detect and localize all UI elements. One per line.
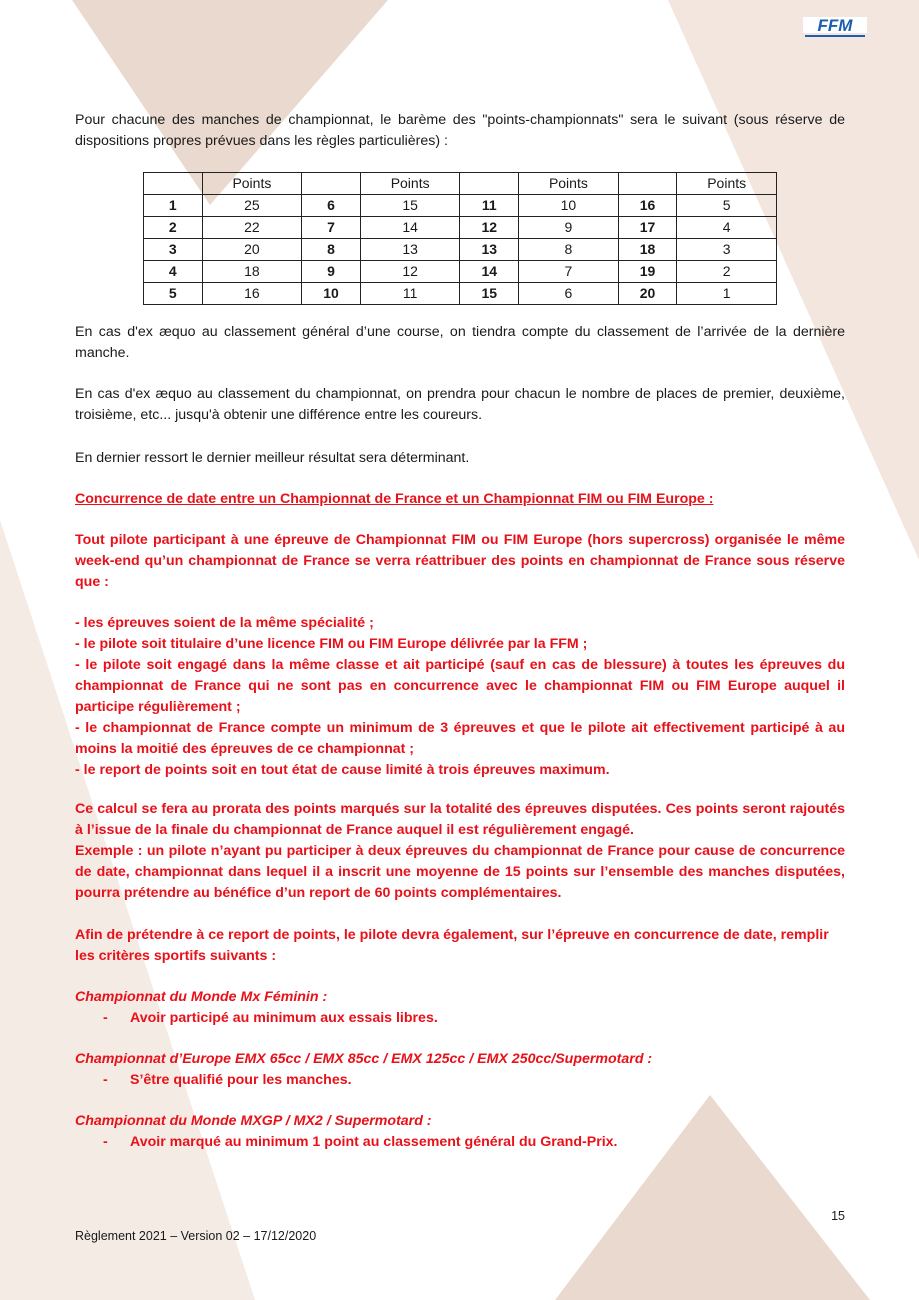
points-cell: 1 xyxy=(677,283,777,305)
table-row xyxy=(144,261,777,283)
rank-cell: 6 xyxy=(302,195,361,217)
concurrence-heading: Concurrence de date entre un Championnat de France et un Championnat FIM ou FIM Europe : xyxy=(75,491,714,507)
concurrence-paragraph-4: Afin de prétendre à ce report de points, le pilote devra également, sur l’épreuve en concurrence de date, remplir les critères sportifs suivants : xyxy=(75,927,829,964)
conditions-list xyxy=(75,613,845,781)
exaequo-course-paragraph: En cas d'ex æquo au classement général d’une course, on tiendra compte du classement de l’arrivée de la dernière manche. xyxy=(75,324,845,361)
condition-item: - le report de points soit en tout état de cause limité à trois épreuves maximum. xyxy=(75,762,610,778)
logo-text: FFM xyxy=(817,16,853,35)
points-cell: 5 xyxy=(677,195,777,217)
rank-cell: 5 xyxy=(144,283,203,305)
points-cell: 16 xyxy=(202,283,302,305)
rank-cell: 11 xyxy=(460,195,519,217)
points-cell: 9 xyxy=(519,217,619,239)
condition-item: - les épreuves soient de la même spécialité ; xyxy=(75,615,374,631)
rank-cell: 16 xyxy=(618,195,677,217)
points-cell: 6 xyxy=(519,283,619,305)
page-number: 15 xyxy=(831,1209,845,1223)
criteria-item xyxy=(75,1132,845,1153)
rank-cell: 18 xyxy=(618,239,677,261)
criteria-text: Avoir marqué au minimum 1 point au classement général du Grand-Prix. xyxy=(130,1134,618,1150)
bullet-dash: - xyxy=(103,1010,108,1026)
rank-cell: 4 xyxy=(144,261,203,283)
criteria-title: Championnat du Monde Mx Féminin : xyxy=(75,989,328,1005)
concurrence-example: Exemple : un pilote n’ayant pu participer à deux épreuves du championnat de France pour cause de concurrence de date, championnat dans lequel il a inscrit une moyenne de 15 points sur l’ensemble des manches disputées, pourra prétendre au bénéfice d’un report de 60 points complémentaires. xyxy=(75,843,845,901)
rank-cell: 9 xyxy=(302,261,361,283)
exaequo-championnat-paragraph: En cas d'ex æquo au classement du championnat, on prendra pour chacun le nombre de places de premier, deuxième, troisième, etc... jusqu'à obtenir une différence entre les coureurs. xyxy=(75,386,845,423)
points-cell: 18 xyxy=(202,261,302,283)
table-header-cell: Points xyxy=(202,173,302,195)
points-table xyxy=(143,172,777,305)
criteria-item xyxy=(75,1070,845,1091)
criteria-item xyxy=(75,1008,845,1029)
table-header-cell xyxy=(144,173,203,195)
table-row xyxy=(144,239,777,261)
footer-text: Règlement 2021 – Version 02 – 17/12/2020 xyxy=(75,1229,317,1243)
intro-paragraph: Pour chacune des manches de championnat, le barème des "points-championnats" sera le suivant (sous réserve de dispositions propres prévues dans les règles particulières) : xyxy=(75,112,845,149)
criteria-text: S’être qualifié pour les manches. xyxy=(130,1072,352,1088)
table-header-row xyxy=(144,173,777,195)
condition-item: - le championnat de France compte un minimum de 3 épreuves et que le pilote ait effectivement participé à au moins la moitié des épreuves de ce championnat ; xyxy=(75,720,845,757)
points-cell: 14 xyxy=(360,217,460,239)
points-cell: 13 xyxy=(360,239,460,261)
concurrence-paragraph-1: Tout pilote participant à une épreuve de Championnat FIM ou FIM Europe (hors supercross) organisée le même week-end qu’un championnat de France se verra réattribuer des points en championnat de France sous réserve que : xyxy=(75,532,845,590)
table-row xyxy=(144,195,777,217)
rank-cell: 1 xyxy=(144,195,203,217)
rank-cell: 20 xyxy=(618,283,677,305)
table-header-cell: Points xyxy=(360,173,460,195)
points-cell: 11 xyxy=(360,283,460,305)
condition-item: - le pilote soit titulaire d’une licence FIM ou FIM Europe délivrée par la FFM ; xyxy=(75,636,588,652)
rank-cell: 2 xyxy=(144,217,203,239)
points-cell: 10 xyxy=(519,195,619,217)
criteria-title: Championnat d’Europe EMX 65cc / EMX 85cc / EMX 125cc / EMX 250cc/Supermotard : xyxy=(75,1051,653,1067)
concurrence-paragraph-2: Ce calcul se fera au prorata des points marqués sur la totalité des épreuves disputées. Ces points seront rajoutés à l’issue de la finale du championnat de France auquel il est régulièrement engagé. xyxy=(75,801,845,838)
criteria-block-1 xyxy=(75,987,845,1029)
points-cell: 22 xyxy=(202,217,302,239)
rank-cell: 15 xyxy=(460,283,519,305)
table-header-cell: Points xyxy=(677,173,777,195)
condition-item: - le pilote soit engagé dans la même classe et ait participé (sauf en cas de blessure) à toutes les épreuves du championnat de France qui ne sont pas en concurrence avec le championnat FIM ou FIM Europe auquel il participe régulièrement ; xyxy=(75,657,845,715)
bullet-dash: - xyxy=(103,1072,108,1088)
dernier-ressort-paragraph: En dernier ressort le dernier meilleur résultat sera déterminant. xyxy=(75,450,470,466)
rank-cell: 17 xyxy=(618,217,677,239)
table-row xyxy=(144,217,777,239)
table-row xyxy=(144,283,777,305)
rank-cell: 10 xyxy=(302,283,361,305)
table-header-cell: Points xyxy=(519,173,619,195)
criteria-title: Championnat du Monde MXGP / MX2 / Supermotard : xyxy=(75,1113,432,1129)
rank-cell: 3 xyxy=(144,239,203,261)
rank-cell: 8 xyxy=(302,239,361,261)
rank-cell: 19 xyxy=(618,261,677,283)
points-cell: 25 xyxy=(202,195,302,217)
table-header-cell xyxy=(460,173,519,195)
points-cell: 8 xyxy=(519,239,619,261)
table-header-cell xyxy=(302,173,361,195)
rank-cell: 13 xyxy=(460,239,519,261)
rank-cell: 14 xyxy=(460,261,519,283)
criteria-block-2 xyxy=(75,1049,845,1091)
points-cell: 15 xyxy=(360,195,460,217)
points-cell: 4 xyxy=(677,217,777,239)
table-header-cell xyxy=(618,173,677,195)
bullet-dash: - xyxy=(103,1134,108,1150)
rank-cell: 12 xyxy=(460,217,519,239)
points-cell: 12 xyxy=(360,261,460,283)
points-cell: 2 xyxy=(677,261,777,283)
points-cell: 7 xyxy=(519,261,619,283)
points-cell: 3 xyxy=(677,239,777,261)
ffm-logo xyxy=(803,15,867,41)
criteria-text: Avoir participé au minimum aux essais libres. xyxy=(130,1010,438,1026)
rank-cell: 7 xyxy=(302,217,361,239)
criteria-block-3 xyxy=(75,1111,845,1153)
points-cell: 20 xyxy=(202,239,302,261)
